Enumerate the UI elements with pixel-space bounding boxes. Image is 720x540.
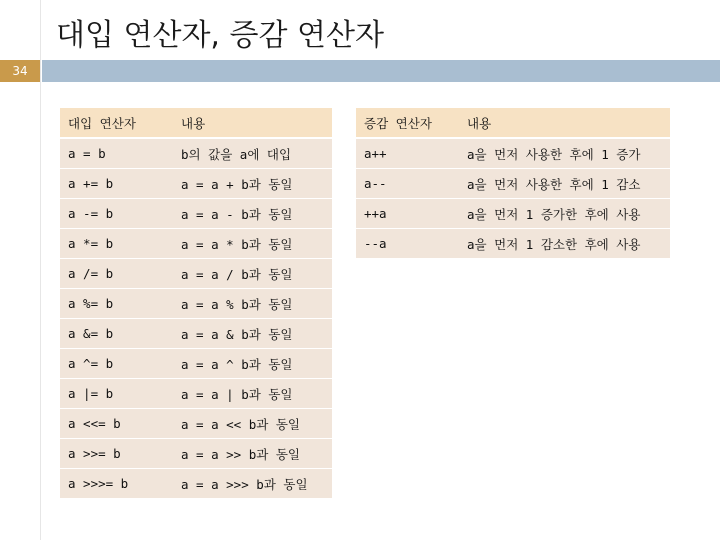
description-cell: a을 먼저 1 증가한 후에 사용 [459,199,670,229]
table-row [356,169,670,199]
table-row [60,319,332,349]
description-cell: a = a % b과 동일 [173,289,332,319]
table-row [60,229,332,259]
operator-cell: a++ [356,138,459,169]
description-cell: b의 값을 a에 대입 [173,138,332,169]
table-row [60,259,332,289]
table-row [60,138,332,169]
table-row [60,379,332,409]
description-cell: a = a >> b과 동일 [173,439,332,469]
page-number: 34 [0,60,40,82]
table-row [60,469,332,499]
description-cell: a = a | b과 동일 [173,379,332,409]
description-cell: a = a / b과 동일 [173,259,332,289]
operator-cell: a -= b [60,199,173,229]
column-header-description: 내용 [459,108,670,138]
operator-cell: a-- [356,169,459,199]
column-header-operator: 증감 연산자 [356,108,459,138]
table-row [60,349,332,379]
operator-cell: a *= b [60,229,173,259]
description-cell: a = a - b과 동일 [173,199,332,229]
description-cell: a = a + b과 동일 [173,169,332,199]
description-cell: a = a >>> b과 동일 [173,469,332,499]
table-row [60,169,332,199]
table-row [60,439,332,469]
operator-cell: ++a [356,199,459,229]
operator-cell: a ^= b [60,349,173,379]
assignment-operator-table [60,108,332,498]
description-cell: a = a * b과 동일 [173,229,332,259]
slide-margin-line [40,0,41,540]
operator-cell: --a [356,229,459,259]
column-header-operator: 대입 연산자 [60,108,173,138]
operator-cell: a <<= b [60,409,173,439]
operator-cell: a >>= b [60,439,173,469]
description-cell: a을 먼저 사용한 후에 1 감소 [459,169,670,199]
table-row [356,229,670,259]
slide-title: 대입 연산자, 증감 연산자 [56,18,384,53]
increment-decrement-operator-table [356,108,670,258]
table-row [60,289,332,319]
operator-cell: a >>>= b [60,469,173,499]
operator-cell: a |= b [60,379,173,409]
table-row [356,199,670,229]
operator-cell: a %= b [60,289,173,319]
table-row [356,138,670,169]
operator-cell: a += b [60,169,173,199]
table-header-row [356,108,670,138]
description-cell: a = a << b과 동일 [173,409,332,439]
table-row [60,409,332,439]
description-cell: a을 먼저 1 감소한 후에 사용 [459,229,670,259]
description-cell: a = a ^ b과 동일 [173,349,332,379]
title-underline-bar [42,60,720,82]
column-header-description: 내용 [173,108,332,138]
operator-cell: a /= b [60,259,173,289]
table-header-row [60,108,332,138]
description-cell: a = a & b과 동일 [173,319,332,349]
table-row [60,199,332,229]
description-cell: a을 먼저 사용한 후에 1 증가 [459,138,670,169]
operator-cell: a = b [60,138,173,169]
operator-cell: a &= b [60,319,173,349]
